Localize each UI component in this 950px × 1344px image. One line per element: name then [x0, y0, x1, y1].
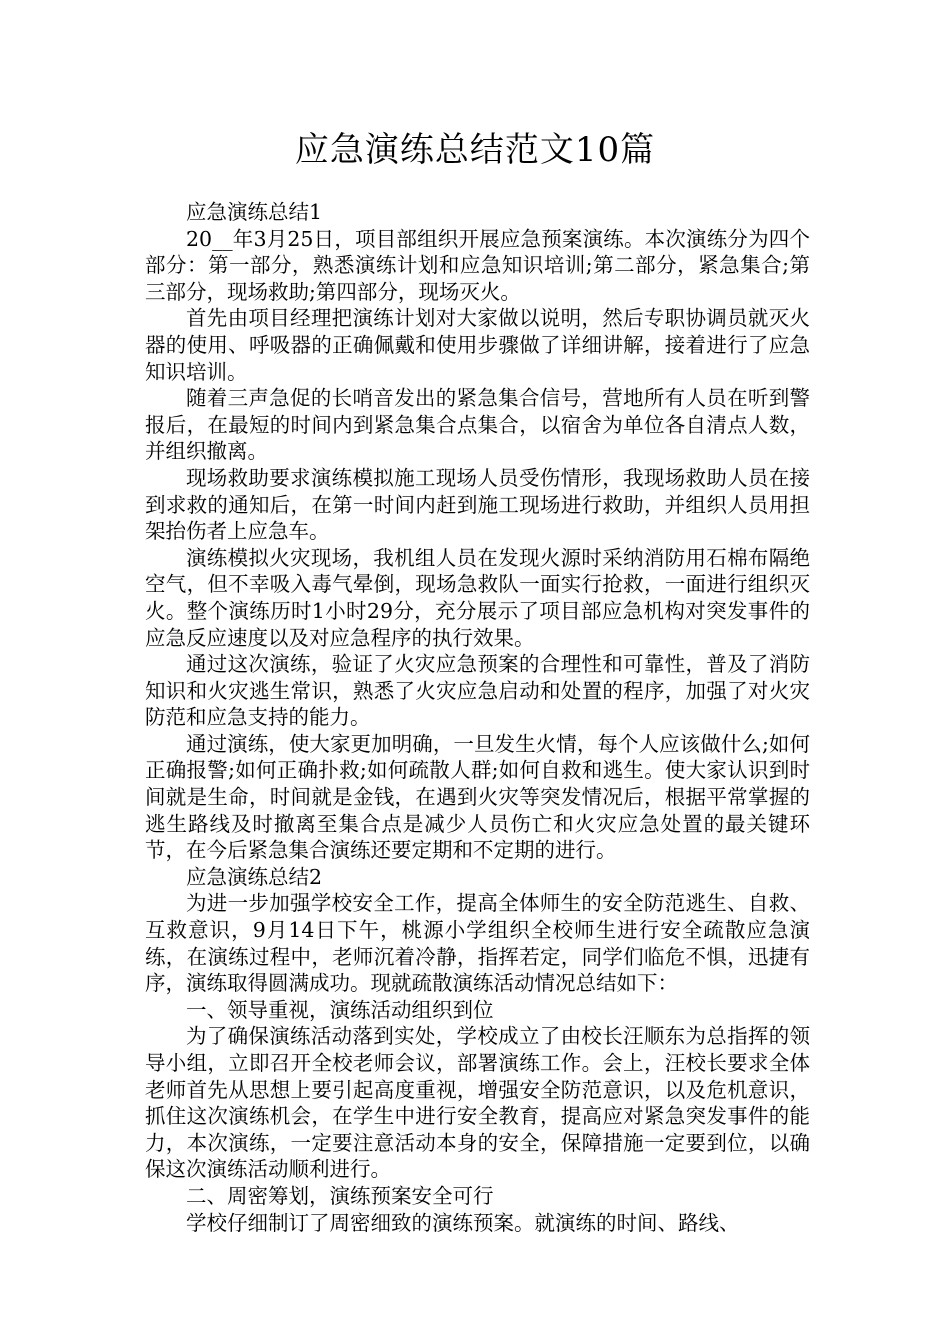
paragraph: 20__年3月25日，项目部组织开展应急预案演练。本次演练分为四个部分：第一部分，熟悉演练计划和应急知识培训;第二部分，紧急集合;第三部分，现场救助;第四部分，现场灭火。: [145, 226, 810, 304]
paragraph: 为进一步加强学校安全工作，提高全体师生的安全防范逃生、自救、互救意识，9月14日下午，桃源小学组织全校师生进行安全疏散应急演练，在演练过程中，老师沉着冷静，指挥若定，同学们临危不惧，迅捷有序，演练取得圆满成功。现就疏散演练活动情况总结如下：: [145, 891, 810, 996]
subsection-heading: 二、周密筹划，演练预案安全可行: [186, 1183, 494, 1208]
paragraph: 为了确保演练活动落到实处，学校成立了由校长汪顺东为总指挥的领导小组，立即召开全校老师会议，部署演练工作。会上，汪校长要求全体老师首先从思想上要引起高度重视，增强安全防范意识，以及危机意识，抓住这次演练机会，在学生中进行安全教育，提高应对紧急突发事件的能力，本次演练，一定要注意活动本身的安全，保障措施一定要到位，以确保这次演练活动顺利进行。: [145, 1024, 810, 1182]
paragraph: 学校仔细制订了周密细致的演练预案。就演练的时间、路线、: [186, 1210, 740, 1235]
paragraph: 现场救助要求演练模拟施工现场人员受伤情形，我现场救助人员在接到求救的通知后，在第一时间内赶到施工现场进行救助，并组织人员用担架抬伤者上应急车。: [145, 465, 810, 544]
paragraph: 演练模拟火灾现场，我机组人员在发现火源时采纳消防用石棉布隔绝空气，但不幸吸入毒气晕倒，现场急救队一面实行抢救，一面进行组织灭火。整个演练历时1小时29分，充分展示了项目部应急机构对突发事件的应急反应速度以及对应急程序的执行效果。: [145, 545, 810, 650]
paragraph: 通过演练，使大家更加明确，一旦发生火情，每个人应该做什么;如何正确报警;如何正确扑救;如何疏散人群;如何自救和逃生。使大家认识到时间就是生命，时间就是金钱，在遇到火灾等突发情况后，根据平常掌握的逃生路线及时撤离至集合点是减少人员伤亡和火灾应急处置的最关键环节，在今后紧急集合演练还要定期和不定期的进行。: [145, 731, 810, 863]
subsection-heading: 一、领导重视，演练活动组织到位: [186, 997, 494, 1022]
document-body: [145, 199, 810, 1236]
section-heading: 应急演练总结2: [186, 864, 323, 889]
paragraph: 首先由项目经理把演练计划对大家做以说明，然后专职协调员就灭火器的使用、呼吸器的正确佩戴和使用步骤做了详细讲解，接着进行了应急知识培训。: [145, 306, 810, 384]
section-heading: 应急演练总结1: [186, 200, 323, 224]
document-title: 应急演练总结范文10篇: [294, 130, 656, 170]
paragraph: 随着三声急促的长哨音发出的紧急集合信号，营地所有人员在听到警报后，在最短的时间内到紧急集合点集合，以宿舍为单位各自清点人数，并组织撤离。: [145, 386, 810, 464]
paragraph: 通过这次演练，验证了火灾应急预案的合理性和可靠性，普及了消防知识和火灾逃生常识，熟悉了火灾应急启动和处置的程序，加强了对火灾防范和应急支持的能力。: [145, 652, 810, 730]
